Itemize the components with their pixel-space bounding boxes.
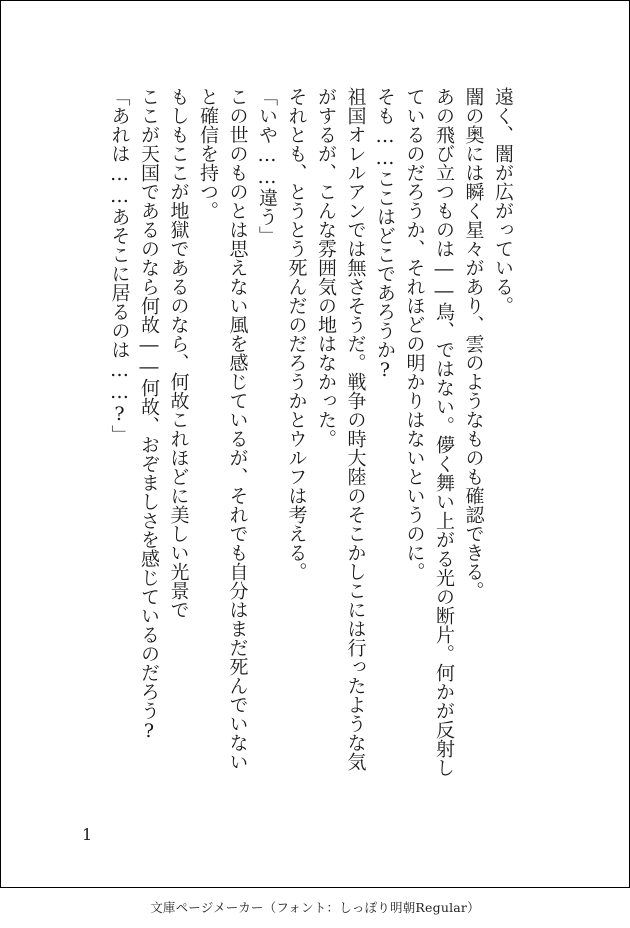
text-line: それとも、とうとう死んだのだろうかとウルフは考える。 <box>285 87 308 581</box>
text-line: 遠く、闇が広がっている。 <box>492 87 514 315</box>
text-line: あの飛び立つものは――鳥、ではない。儚く舞い上がる光の断片。何かが反射し <box>433 87 455 777</box>
text-line: 闇の奥には瞬く星々があり、雲のようなものも確認できる。 <box>462 87 485 600</box>
text-line: がするが、こんな雰囲気の地はなかった。 <box>315 87 337 448</box>
text-line: もしもここが地獄であるのなら、何故これほどに美しい光景で <box>167 87 190 619</box>
generator-caption: 文庫ページメーカー（フォント：しっぽり明朝Regular） <box>150 900 480 915</box>
page-number: 1 <box>82 825 93 844</box>
text-line: と確信を持つ。 <box>197 87 219 220</box>
vertical-body-text <box>104 87 517 807</box>
text-line: この世のものとは思えない風を感じているが、それでも自分はまだ死んでいない <box>226 87 249 771</box>
text-line: 「いや……違う」 <box>256 87 278 245</box>
text-line: 祖国オレルアンでは無さそうだ。戦争の時大陸のそこかしこには行ったような気 <box>344 87 367 771</box>
text-line: ここが天国であるのなら何故――何故、おぞましさを感じているのだろう? <box>138 87 160 742</box>
text-line: そも……ここはどこであろうか? <box>374 87 396 381</box>
text-line: 「あれは……あそこに居るのは……?」 <box>108 87 131 444</box>
text-line: ているのだろうか、それほどの明かりはないというのに。 <box>403 87 426 581</box>
